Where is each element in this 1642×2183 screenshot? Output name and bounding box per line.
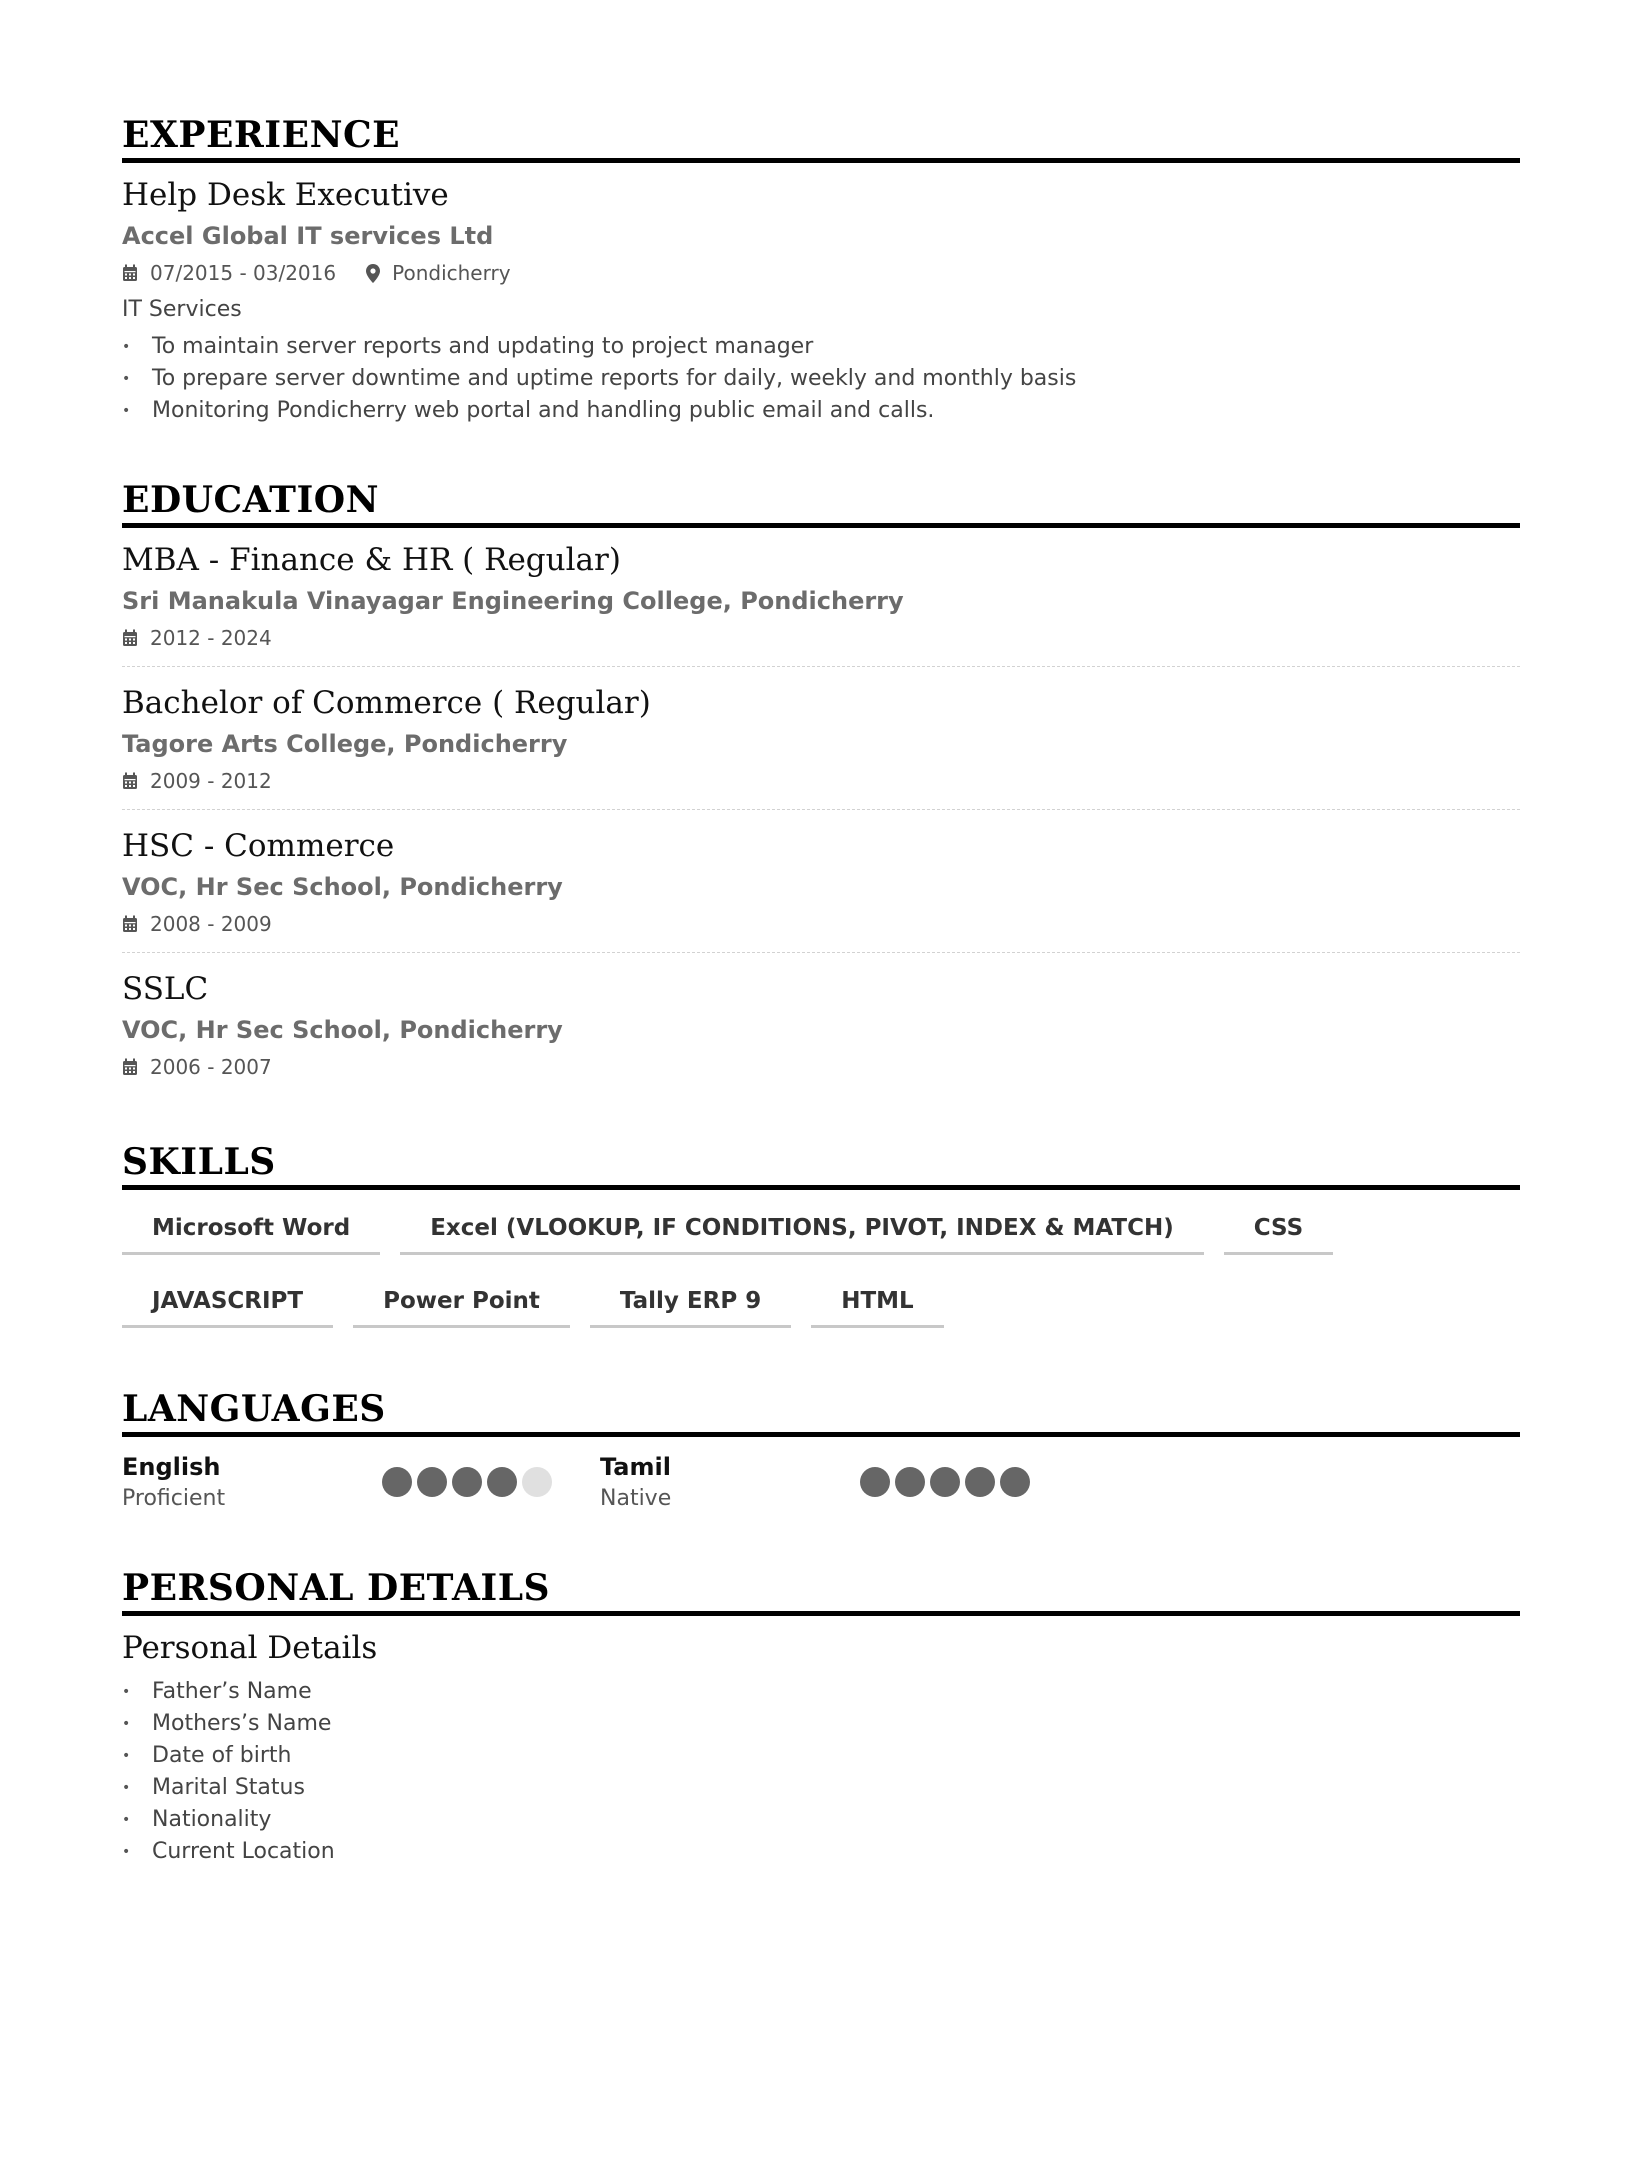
degree-title: Bachelor of Commerce ( Regular) xyxy=(122,685,651,721)
date-range xyxy=(122,906,272,942)
language-level: Native xyxy=(600,1486,672,1511)
skill-tag: CSS xyxy=(1224,1204,1333,1255)
skill-tag: HTML xyxy=(811,1277,943,1328)
section-title-education: EDUCATION xyxy=(122,477,1520,528)
section-title-languages: LANGUAGES xyxy=(122,1386,1520,1437)
rating-dot-filled xyxy=(965,1467,995,1497)
list-item: • Marital Status xyxy=(122,1772,1520,1804)
skill-tag: Excel (VLOOKUP, IF CONDITIONS, PIVOT, INDEX & MATCH) xyxy=(400,1204,1204,1255)
rating-dot-filled xyxy=(452,1467,482,1497)
map-pin-icon xyxy=(366,264,380,283)
location-text: Pondicherry xyxy=(392,261,511,285)
section-title-skills: SKILLS xyxy=(122,1139,1520,1190)
school-name: Sri Manakula Vinayagar Engineering College, Pondicherry xyxy=(122,587,904,615)
skill-tag: Tally ERP 9 xyxy=(590,1277,791,1328)
date-text: 2009 - 2012 xyxy=(150,769,272,793)
school-name: VOC, Hr Sec School, Pondicherry xyxy=(122,1016,563,1044)
date-text: 2006 - 2007 xyxy=(150,1055,272,1079)
language-item xyxy=(600,1451,1078,1515)
list-item: • Father’s Name xyxy=(122,1676,1520,1708)
education-entry xyxy=(122,681,1520,810)
degree-title: MBA - Finance & HR ( Regular) xyxy=(122,542,621,578)
rating-dot-filled xyxy=(1000,1467,1030,1497)
date-text: 2012 - 2024 xyxy=(150,626,272,650)
school-name: Tagore Arts College, Pondicherry xyxy=(122,730,568,758)
languages-section xyxy=(122,1386,1520,1515)
list-item: • Date of birth xyxy=(122,1740,1520,1772)
list-item: • To maintain server reports and updating to project manager xyxy=(122,331,1520,363)
date-text: 07/2015 - 03/2016 xyxy=(150,261,337,285)
calendar-icon xyxy=(122,1058,138,1076)
date-range xyxy=(122,763,272,799)
language-name: English xyxy=(122,1453,221,1481)
experience-meta xyxy=(122,255,1520,291)
personal-details-subtitle: Personal Details xyxy=(122,1630,378,1666)
rating-dot-filled xyxy=(930,1467,960,1497)
resume-page xyxy=(122,112,1520,1918)
skills-section xyxy=(122,1139,1520,1350)
list-item: • Nationality xyxy=(122,1804,1520,1836)
education-meta xyxy=(122,906,1520,942)
calendar-icon xyxy=(122,629,138,647)
list-item: • To prepare server downtime and uptime reports for daily, weekly and monthly basis xyxy=(122,363,1520,395)
experience-entry xyxy=(122,173,1520,427)
rating-dot-filled xyxy=(860,1467,890,1497)
languages-list xyxy=(122,1447,1520,1515)
education-meta xyxy=(122,1049,1520,1085)
rating-dot-empty xyxy=(522,1467,552,1497)
calendar-icon xyxy=(122,264,138,282)
language-level: Proficient xyxy=(122,1486,226,1511)
skill-tag: Microsoft Word xyxy=(122,1204,380,1255)
education-entry xyxy=(122,967,1520,1095)
education-meta xyxy=(122,620,1520,656)
degree-title: SSLC xyxy=(122,971,209,1007)
language-text xyxy=(600,1451,860,1515)
education-section xyxy=(122,477,1520,1095)
skill-tag: JAVASCRIPT xyxy=(122,1277,333,1328)
calendar-icon xyxy=(122,772,138,790)
language-rating xyxy=(860,1451,1035,1515)
date-range xyxy=(122,620,272,656)
education-entry xyxy=(122,824,1520,953)
calendar-icon xyxy=(122,915,138,933)
language-item xyxy=(122,1451,600,1515)
rating-dot-filled xyxy=(417,1467,447,1497)
rating-dot-filled xyxy=(895,1467,925,1497)
personal-details-section xyxy=(122,1565,1520,1868)
education-meta xyxy=(122,763,1520,799)
rating-dot-filled xyxy=(382,1467,412,1497)
degree-title: HSC - Commerce xyxy=(122,828,395,864)
date-text: 2008 - 2009 xyxy=(150,912,272,936)
skill-tag: Power Point xyxy=(353,1277,570,1328)
list-item: • Monitoring Pondicherry web portal and handling public email and calls. xyxy=(122,395,1520,427)
job-title: Help Desk Executive xyxy=(122,177,449,213)
language-rating xyxy=(382,1451,557,1515)
company-name: Accel Global IT services Ltd xyxy=(122,222,494,250)
language-name: Tamil xyxy=(600,1453,671,1481)
experience-section xyxy=(122,112,1520,427)
list-item: • Current Location xyxy=(122,1836,1520,1868)
job-bullets xyxy=(122,331,1520,427)
section-title-experience: EXPERIENCE xyxy=(122,112,1520,163)
rating-dot-filled xyxy=(487,1467,517,1497)
list-item: • Mothers’s Name xyxy=(122,1708,1520,1740)
section-title-personal-details: PERSONAL DETAILS xyxy=(122,1565,1520,1616)
skills-list xyxy=(122,1200,1520,1350)
personal-details-list xyxy=(122,1676,1520,1868)
language-text xyxy=(122,1451,382,1515)
date-range xyxy=(122,255,336,291)
date-range xyxy=(122,1049,272,1085)
job-description: IT Services xyxy=(122,297,242,322)
location xyxy=(366,255,510,291)
education-entry xyxy=(122,538,1520,667)
school-name: VOC, Hr Sec School, Pondicherry xyxy=(122,873,563,901)
